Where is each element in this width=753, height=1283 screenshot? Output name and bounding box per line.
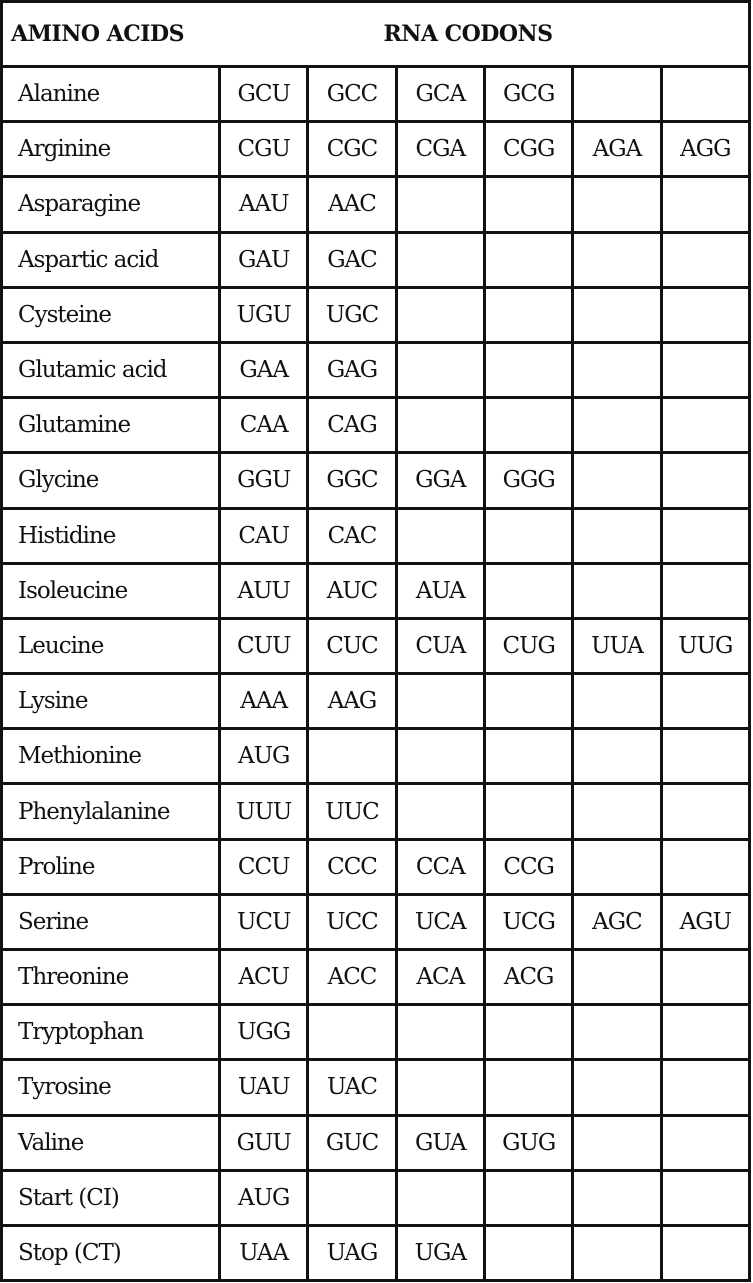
table-row xyxy=(2,1060,750,1115)
codon-cell xyxy=(573,232,661,287)
codon-cell: UAG xyxy=(308,1225,396,1280)
codon-cell xyxy=(573,1170,661,1225)
table-row xyxy=(2,950,750,1005)
codon-cell: UGA xyxy=(396,1225,484,1280)
codon-cell: CCU xyxy=(220,839,308,894)
codon-cell: UAC xyxy=(308,1060,396,1115)
codon-cell xyxy=(484,508,572,563)
codon-cell xyxy=(661,67,749,122)
codon-cell: GCU xyxy=(220,67,308,122)
codon-cell: AGG xyxy=(661,122,749,177)
codon-cell xyxy=(661,398,749,453)
amino-acid-name: Methionine xyxy=(2,729,220,784)
codon-cell xyxy=(573,342,661,397)
codon-cell xyxy=(661,232,749,287)
codon-cell: UUG xyxy=(661,618,749,673)
codon-cell xyxy=(396,398,484,453)
codon-cell: CUU xyxy=(220,618,308,673)
table-row xyxy=(2,1005,750,1060)
codon-cell xyxy=(661,950,749,1005)
codon-cell xyxy=(484,398,572,453)
codon-cell: GUC xyxy=(308,1115,396,1170)
codon-cell: ACU xyxy=(220,950,308,1005)
codon-cell xyxy=(308,729,396,784)
amino-acid-name: Tryptophan xyxy=(2,1005,220,1060)
codon-cell xyxy=(396,674,484,729)
amino-acid-name: Histidine xyxy=(2,508,220,563)
codon-cell: AUU xyxy=(220,563,308,618)
codon-cell xyxy=(661,784,749,839)
amino-acids-header: AMINO ACIDS xyxy=(2,2,220,67)
codon-cell: GAA xyxy=(220,342,308,397)
codon-cell: CAG xyxy=(308,398,396,453)
amino-acid-name: Glycine xyxy=(2,453,220,508)
amino-acid-name: Stop (CT) xyxy=(2,1225,220,1280)
codon-cell: AAU xyxy=(220,177,308,232)
amino-acid-name: Proline xyxy=(2,839,220,894)
codon-cell xyxy=(484,563,572,618)
codon-cell xyxy=(484,1005,572,1060)
codon-cell: AAC xyxy=(308,177,396,232)
codon-cell xyxy=(484,729,572,784)
codon-cell xyxy=(661,177,749,232)
codon-cell: AAA xyxy=(220,674,308,729)
codon-cell: GUG xyxy=(484,1115,572,1170)
codon-cell xyxy=(573,563,661,618)
amino-acid-name: Glutamine xyxy=(2,398,220,453)
codon-cell xyxy=(396,232,484,287)
codon-cell xyxy=(661,729,749,784)
amino-acid-name: Threonine xyxy=(2,950,220,1005)
codon-cell: GUU xyxy=(220,1115,308,1170)
codon-cell: UCA xyxy=(396,894,484,949)
codon-cell: UGG xyxy=(220,1005,308,1060)
codon-cell xyxy=(396,287,484,342)
amino-acid-name: Asparagine xyxy=(2,177,220,232)
codon-cell xyxy=(573,67,661,122)
codon-cell xyxy=(484,784,572,839)
codon-cell: CAA xyxy=(220,398,308,453)
codon-cell: CCC xyxy=(308,839,396,894)
codon-cell: UGC xyxy=(308,287,396,342)
codon-cell: CUC xyxy=(308,618,396,673)
table-row xyxy=(2,1225,750,1280)
amino-acid-name: Glutamic acid xyxy=(2,342,220,397)
codon-cell: AUG xyxy=(220,1170,308,1225)
amino-acid-name: Isoleucine xyxy=(2,563,220,618)
codon-cell xyxy=(396,784,484,839)
codon-cell xyxy=(573,453,661,508)
codon-cell: CGA xyxy=(396,122,484,177)
codon-cell xyxy=(484,1060,572,1115)
codon-cell xyxy=(573,839,661,894)
table-row xyxy=(2,287,750,342)
table-row xyxy=(2,398,750,453)
codon-cell xyxy=(661,508,749,563)
codon-cell xyxy=(661,453,749,508)
codon-cell xyxy=(484,287,572,342)
codon-cell xyxy=(573,398,661,453)
codon-cell: CAU xyxy=(220,508,308,563)
table-row xyxy=(2,232,750,287)
codon-cell: AUC xyxy=(308,563,396,618)
codon-cell xyxy=(484,1225,572,1280)
codon-cell xyxy=(661,839,749,894)
codon-cell: GGG xyxy=(484,453,572,508)
codon-cell xyxy=(396,729,484,784)
codon-cell: GAG xyxy=(308,342,396,397)
codon-cell xyxy=(573,950,661,1005)
codon-cell xyxy=(308,1005,396,1060)
codon-cell xyxy=(484,177,572,232)
amino-acid-name: Start (CI) xyxy=(2,1170,220,1225)
codon-cell: CGU xyxy=(220,122,308,177)
amino-acid-name: Tyrosine xyxy=(2,1060,220,1115)
table-row xyxy=(2,453,750,508)
codon-cell xyxy=(661,674,749,729)
codon-cell: ACA xyxy=(396,950,484,1005)
codon-cell: UUC xyxy=(308,784,396,839)
codon-cell xyxy=(661,1225,749,1280)
table-row xyxy=(2,839,750,894)
codon-cell: GGA xyxy=(396,453,484,508)
header-row xyxy=(2,2,750,67)
codon-cell xyxy=(661,1005,749,1060)
codon-cell: ACG xyxy=(484,950,572,1005)
amino-acid-name: Serine xyxy=(2,894,220,949)
table-row xyxy=(2,674,750,729)
codon-cell: AGU xyxy=(661,894,749,949)
codon-cell xyxy=(573,1005,661,1060)
codon-cell xyxy=(484,232,572,287)
table-row xyxy=(2,563,750,618)
codon-cell: ACC xyxy=(308,950,396,1005)
codon-cell: GGC xyxy=(308,453,396,508)
rna-codons-header: RNA CODONS xyxy=(220,2,750,67)
table-row xyxy=(2,784,750,839)
codon-cell xyxy=(661,1115,749,1170)
codon-cell xyxy=(308,1170,396,1225)
codon-cell xyxy=(573,1060,661,1115)
codon-cell: GAU xyxy=(220,232,308,287)
codon-cell xyxy=(573,1225,661,1280)
codon-cell xyxy=(573,508,661,563)
amino-acid-name: Valine xyxy=(2,1115,220,1170)
codon-cell: CUG xyxy=(484,618,572,673)
codon-cell xyxy=(573,177,661,232)
codon-cell: GCA xyxy=(396,67,484,122)
codon-cell: GCG xyxy=(484,67,572,122)
codon-cell: UGU xyxy=(220,287,308,342)
codon-cell: AUA xyxy=(396,563,484,618)
codon-cell xyxy=(573,287,661,342)
codon-cell: UAU xyxy=(220,1060,308,1115)
codon-cell: AGC xyxy=(573,894,661,949)
codon-cell: UCC xyxy=(308,894,396,949)
table-row xyxy=(2,177,750,232)
amino-acid-name: Leucine xyxy=(2,618,220,673)
codon-cell xyxy=(661,1060,749,1115)
codon-cell: CAC xyxy=(308,508,396,563)
codon-cell xyxy=(396,1170,484,1225)
codon-cell xyxy=(484,674,572,729)
codon-cell xyxy=(396,508,484,563)
codon-cell xyxy=(573,1115,661,1170)
table-row xyxy=(2,342,750,397)
codon-cell xyxy=(396,1005,484,1060)
table-row xyxy=(2,1115,750,1170)
codon-cell xyxy=(661,1170,749,1225)
codon-cell xyxy=(573,729,661,784)
table-row xyxy=(2,894,750,949)
table-row xyxy=(2,67,750,122)
codon-cell: UUA xyxy=(573,618,661,673)
codon-cell: GAC xyxy=(308,232,396,287)
codon-cell xyxy=(484,342,572,397)
codon-cell: AUG xyxy=(220,729,308,784)
codon-cell: GUA xyxy=(396,1115,484,1170)
codon-cell xyxy=(396,1060,484,1115)
amino-acid-name: Alanine xyxy=(2,67,220,122)
codon-cell xyxy=(484,1170,572,1225)
amino-acid-name: Aspartic acid xyxy=(2,232,220,287)
codon-cell: UCU xyxy=(220,894,308,949)
codon-cell: CGC xyxy=(308,122,396,177)
codon-cell: CCA xyxy=(396,839,484,894)
table-row xyxy=(2,122,750,177)
amino-acid-name: Phenylalanine xyxy=(2,784,220,839)
amino-acid-name: Arginine xyxy=(2,122,220,177)
table-row xyxy=(2,618,750,673)
codon-cell xyxy=(396,177,484,232)
table-row xyxy=(2,508,750,563)
codon-cell: AGA xyxy=(573,122,661,177)
codon-cell xyxy=(661,563,749,618)
codon-cell xyxy=(573,674,661,729)
codon-cell xyxy=(396,342,484,397)
codon-cell: UCG xyxy=(484,894,572,949)
codon-cell: AAG xyxy=(308,674,396,729)
table-row xyxy=(2,1170,750,1225)
codon-cell: CCG xyxy=(484,839,572,894)
codon-cell xyxy=(661,342,749,397)
table-row xyxy=(2,729,750,784)
codon-cell: UAA xyxy=(220,1225,308,1280)
amino-acid-name: Lysine xyxy=(2,674,220,729)
codon-cell: GGU xyxy=(220,453,308,508)
codon-cell: GCC xyxy=(308,67,396,122)
codon-cell: CUA xyxy=(396,618,484,673)
codon-cell xyxy=(573,784,661,839)
codon-cell xyxy=(661,287,749,342)
codon-cell: UUU xyxy=(220,784,308,839)
codon-cell: CGG xyxy=(484,122,572,177)
amino-acid-name: Cysteine xyxy=(2,287,220,342)
